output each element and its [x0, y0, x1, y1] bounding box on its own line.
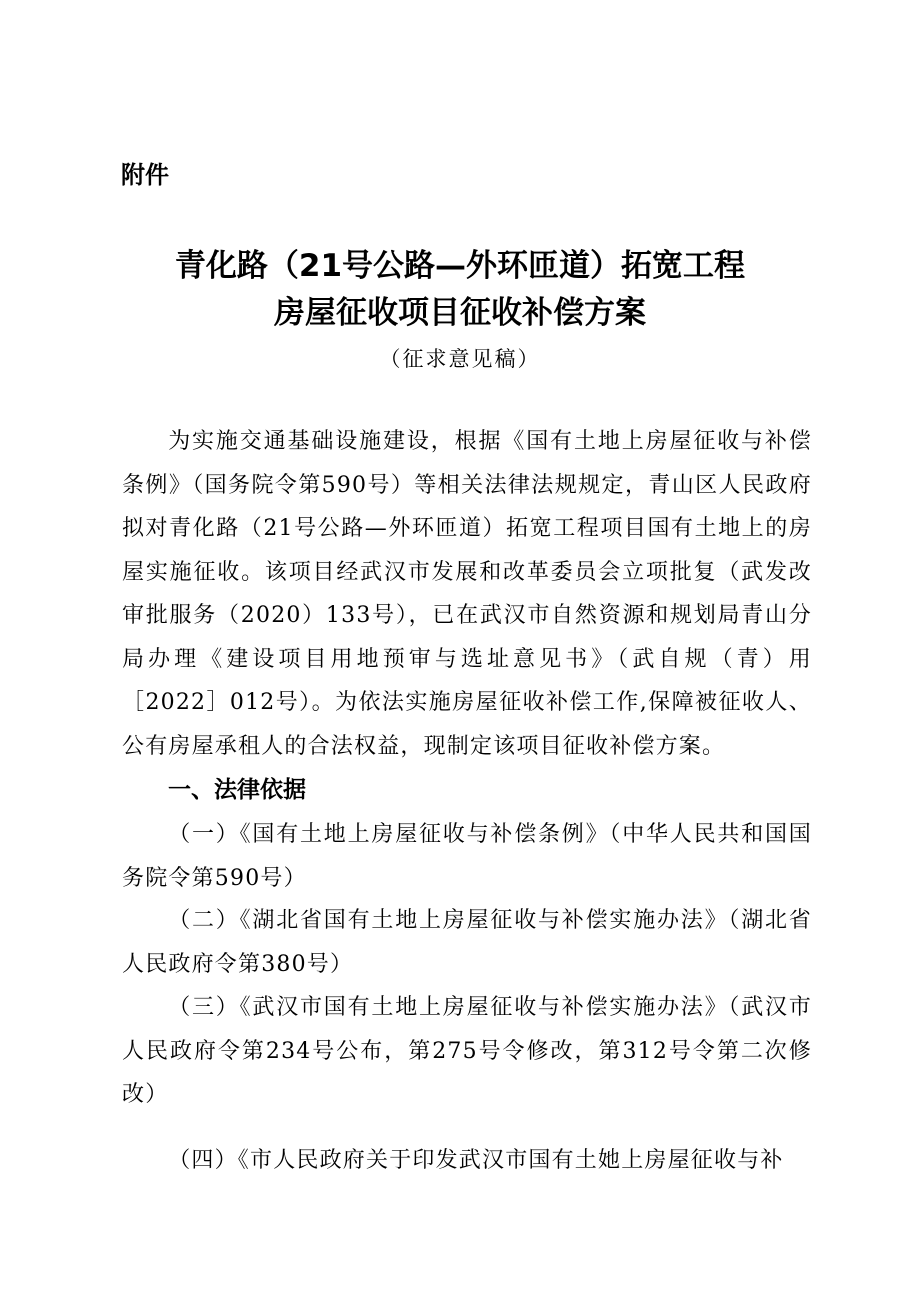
legal-basis-item-1: （一）《国有土地上房屋征收与补偿条例》（中华人民共和国国务院令第590号）: [122, 822, 812, 891]
document-title-line-2: 房屋征收项目征收补偿方案: [274, 295, 646, 331]
attachment-label: 附件: [121, 161, 169, 189]
intro-paragraph: 为实施交通基础设施建设，根据《国有土地上房屋征收与补偿条例》（国务院令第590号）等相关法律法规规定，青山区人民政府拟对青化路（21号公路—外环匝道）拓宽工程项目国有土地上的房屋实施征收。该项目经武汉市发展和改革委员会立项批复（武发改审批服务（2020）133号），已在武汉市自然资源和规划局青山分局办理《建设项目用地预审与选址意见书》（武自规（青）用［2022］012号）。为依法实施房屋征收补偿工作,保障被征收人、公有房屋承租人的合法权益，现制定该项目征收补偿方案。: [122, 429, 812, 759]
legal-basis-item-2: （二）《湖北省国有土地上房屋征收与补偿实施办法》（湖北省人民政府令第380号）: [122, 908, 812, 977]
document-title-line-1: 青化路（21号公路—外环匝道）拓宽工程: [174, 248, 746, 284]
document-subtitle: （征求意见稿）: [379, 347, 541, 371]
legal-basis-item-4: （四）《市人民政府关于印发武汉市国有土她上房屋征收与补: [168, 1148, 784, 1173]
legal-basis-item-3: （三）《武汉市国有土地上房屋征收与补偿实施办法》（武汉市人民政府令第234号公布，第275号令修改，第312号令第二次修改）: [122, 995, 812, 1107]
section-heading-legal-basis: 一、法律依据: [168, 777, 306, 803]
